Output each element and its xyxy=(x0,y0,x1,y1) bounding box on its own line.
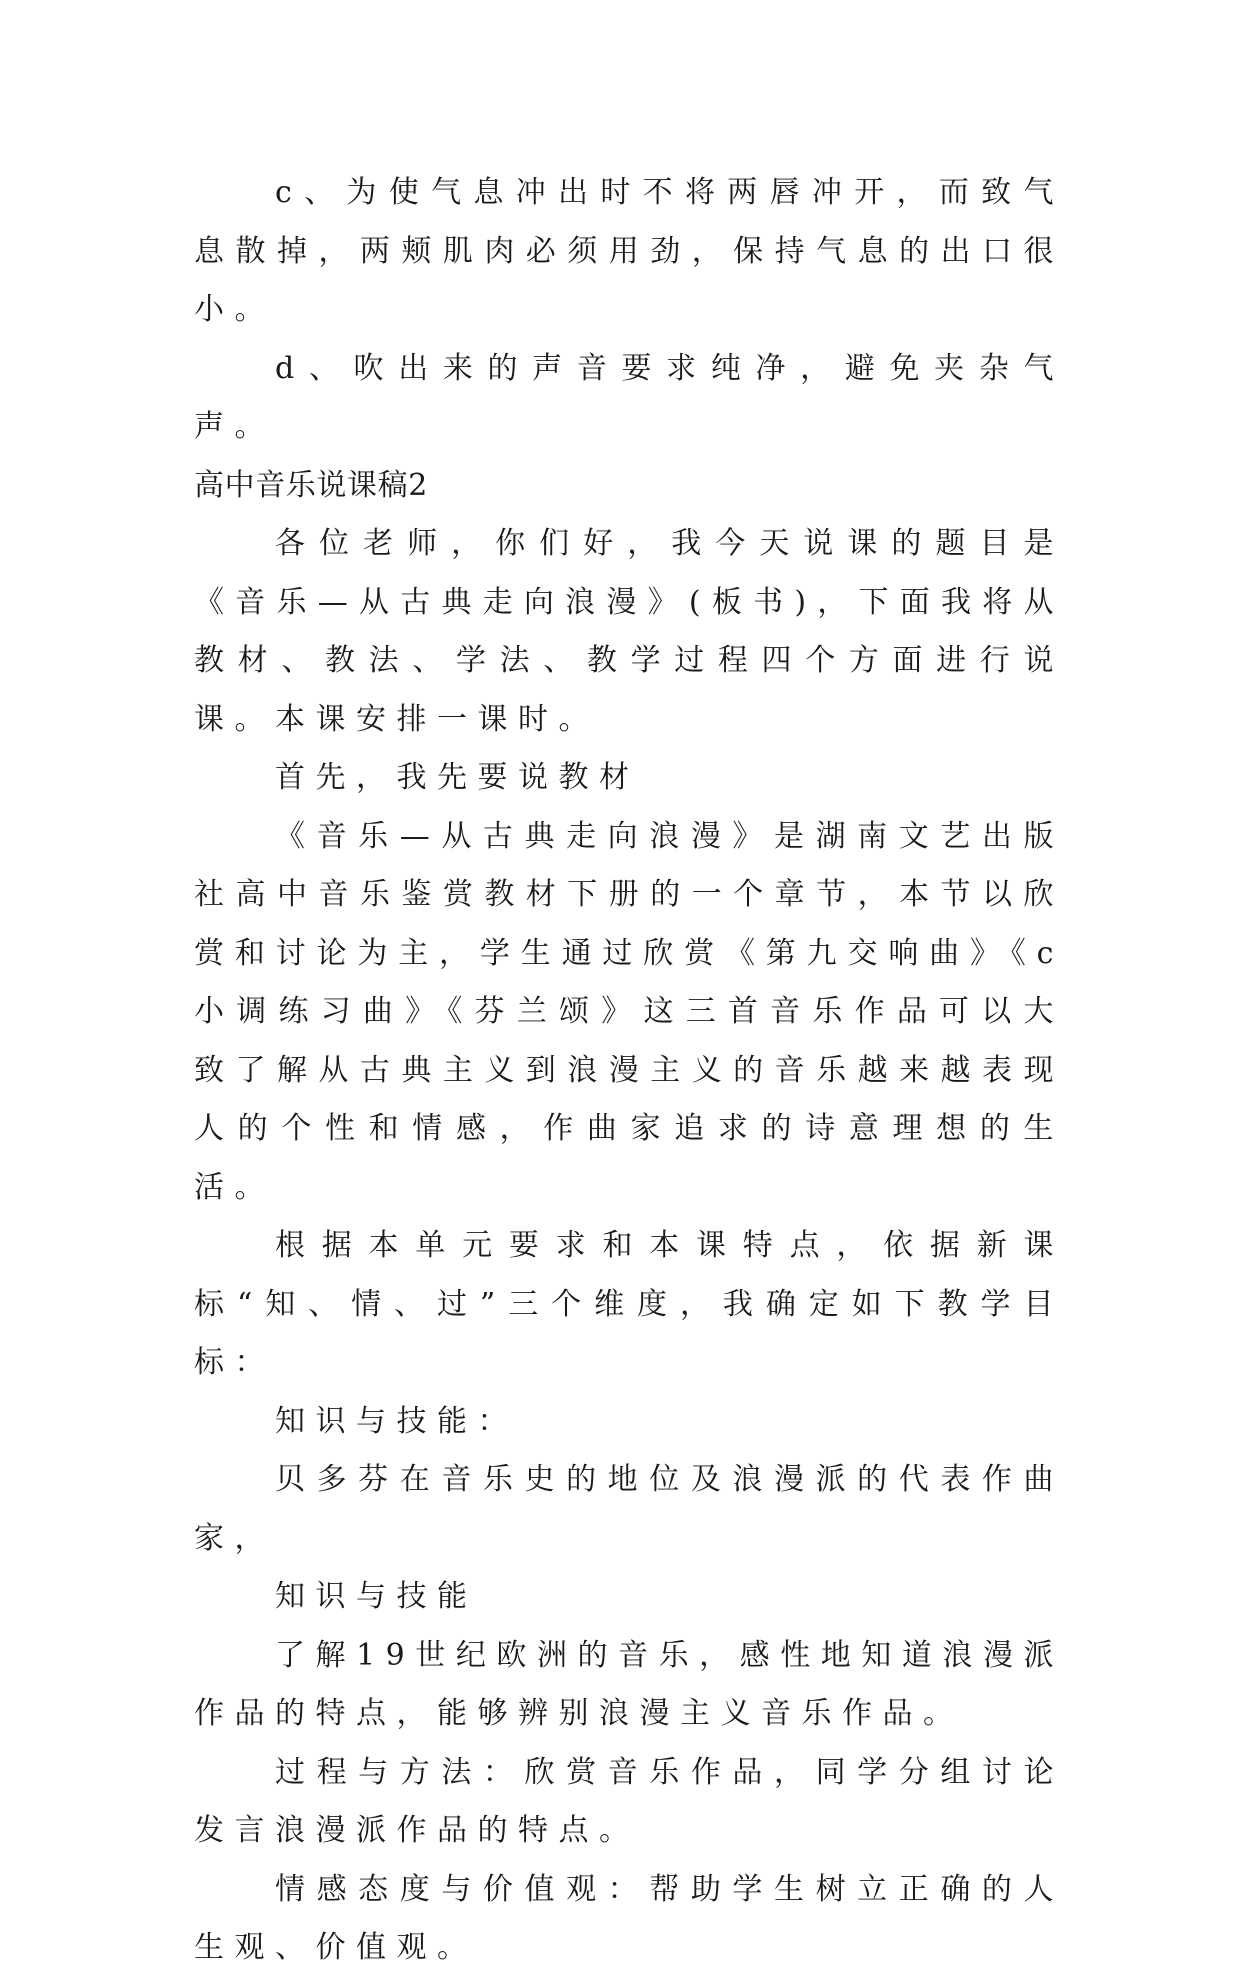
paragraph: 《音乐—从古典走向浪漫》是湖南文艺出版社高中音乐鉴赏教材下册的一个章节，本节以欣赏和讨论为主，学生通过欣赏《第九交响曲》《c小调练习曲》《芬兰颂》这三首音乐作品可以大致了解从古典主义到浪漫主义的音乐越来越表现人的个性和情感，作曲家追求的诗意理想的生活。 xyxy=(194,818,1064,1205)
paragraph: 知识与技能 xyxy=(275,1579,478,1614)
paragraph: 根据本单元要求和本课特点，依据新课标“知、情、过”三个维度，我确定如下教学目标： xyxy=(194,1228,1064,1380)
paragraph: 知识与技能： xyxy=(275,1403,518,1439)
paragraph: 情感态度与价值观：帮助学生树立正确的人生观、价值观。 xyxy=(194,1871,1064,1965)
paragraph: 了解19世纪欧洲的音乐，感性地知道浪漫派作品的特点，能够辨别浪漫主义音乐作品。 xyxy=(194,1637,1064,1731)
paragraph: 首先，我先要说教材 xyxy=(275,760,640,795)
paragraph: 过程与方法：欣赏音乐作品，同学分组讨论发言浪漫派作品的特点。 xyxy=(194,1754,1064,1848)
section-heading: 高中音乐说课稿2 xyxy=(194,467,428,503)
document-body xyxy=(194,164,1064,1978)
paragraph: c、为使气息冲出时不将两唇冲开，而致气息散掉，两颊肌肉必须用劲，保持气息的出口很小。 xyxy=(194,175,1064,327)
paragraph: 各位老师，你们好，我今天说课的题目是《音乐—从古典走向浪漫》(板书)，下面我将从教材、教法、学法、教学过程四个方面进行说课。本课安排一课时。 xyxy=(194,526,1064,737)
paragraph: d、吹出来的声音要求纯净，避免夹杂气声。 xyxy=(194,350,1064,444)
paragraph: 贝多芬在音乐史的地位及浪漫派的代表作曲家， xyxy=(194,1462,1064,1556)
